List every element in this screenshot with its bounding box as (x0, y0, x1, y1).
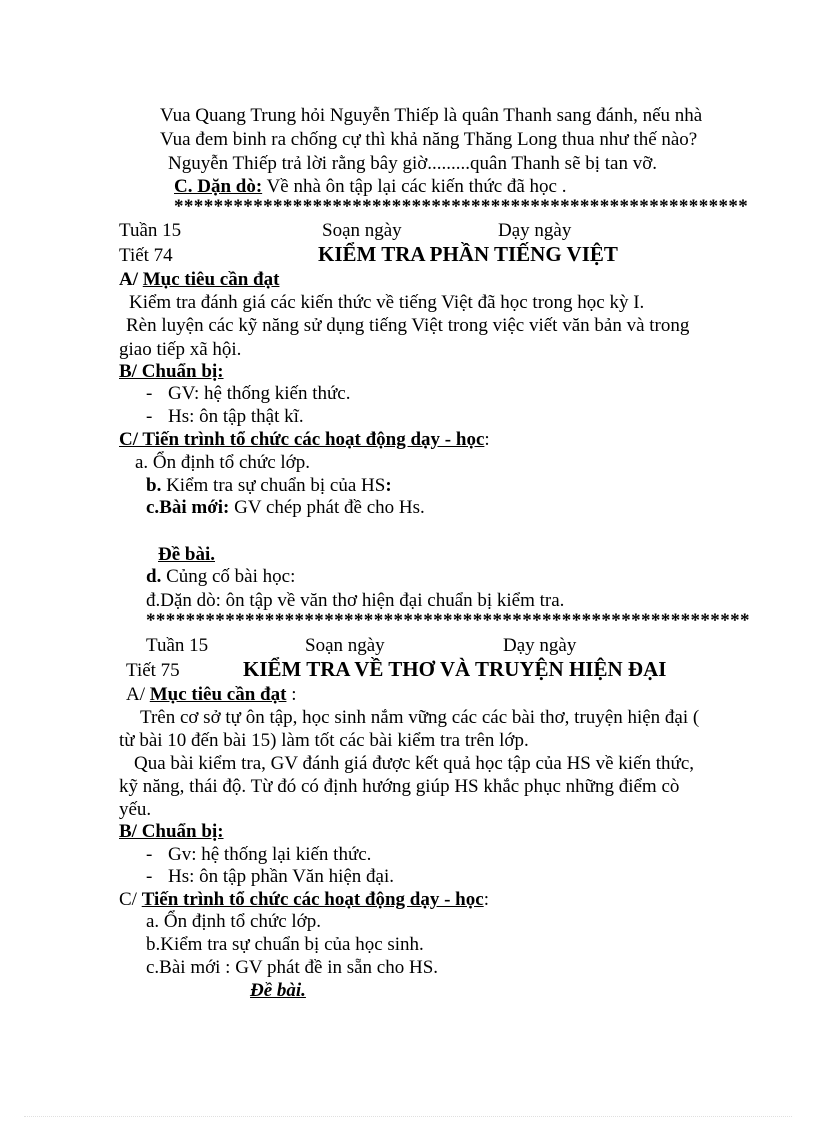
section-c-heading (119, 890, 489, 909)
step-line (146, 498, 425, 517)
step-line: c.Bài mới : GV phát đề in sẵn cho HS. (146, 957, 439, 978)
list-bullet: - (146, 866, 153, 887)
step-line (146, 567, 295, 586)
list-item: GV: hệ thống kiến thức. (168, 383, 351, 404)
page-bottom-divider (24, 1116, 792, 1117)
text-line: giao tiếp xã hội. (119, 339, 242, 360)
section-b-heading: B/ Chuẩn bị: (119, 821, 224, 842)
section-prefix: C/ (119, 889, 142, 910)
text-line: Nguyễn Thiếp trả lời rằng bây giờ.........quân Thanh sẽ bị tan vỡ. (168, 153, 658, 174)
step-text: Kiểm tra sự chuẩn bị của HS (166, 475, 386, 496)
section-label: Mục tiêu cần đạt (149, 684, 287, 705)
step-label: d. (146, 566, 162, 587)
separator-stars: ************************************************************* (146, 610, 750, 631)
prep-date-label: Soạn ngày (322, 220, 402, 241)
section-prefix: A/ (119, 269, 143, 290)
list-bullet: - (146, 383, 153, 404)
teach-date-label: Dạy ngày (498, 220, 572, 241)
teach-date-label: Dạy ngày (503, 635, 577, 656)
exam-heading: Đề bài. (158, 544, 215, 565)
section-colon: : (286, 684, 297, 705)
separator-stars: ********************************************************** (174, 196, 749, 217)
step-line: a. Ổn định tổ chức lớp. (146, 911, 321, 932)
text-line: Trên cơ sở tự ôn tập, học sinh nắm vững các các bài thơ, truyện hiện đại ( (140, 707, 700, 728)
section-label: C/ Tiến trình tổ chức các hoạt động dạy - học (119, 429, 485, 450)
step-label: c. (146, 497, 160, 518)
list-bullet: - (146, 844, 153, 865)
homework-label: C. Dặn dò: (174, 176, 263, 197)
list-item: Hs: ôn tập thật kĩ. (168, 406, 304, 427)
text-line: kỹ năng, thái độ. Từ đó có định hướng giúp HS khắc phục những điểm cò (119, 776, 680, 797)
prep-date-label: Soạn ngày (305, 635, 385, 656)
text-line: Rèn luyện các kỹ năng sử dụng tiếng Việt trong việc viết văn bản và trong (126, 315, 690, 336)
lesson-title: KIỂM TRA PHẦN TIẾNG VIỆT (318, 242, 618, 266)
period-label: Tiết 75 (126, 660, 180, 681)
section-label: Tiến trình tổ chức các hoạt động dạy - học (141, 889, 484, 910)
step-line: đ.Dặn dò: ôn tập về văn thơ hiện đại chuẩn bị kiểm tra. (146, 590, 565, 611)
text-line: yếu. (119, 799, 152, 820)
section-c-heading (119, 430, 490, 449)
text-line: Qua bài kiểm tra, GV đánh giá được kết quả học tập của HS về kiến thức, (134, 753, 695, 774)
step-line: a. Ổn định tổ chức lớp. (135, 452, 310, 473)
step-text: Củng cố bài học: (166, 566, 296, 587)
list-item: Gv: hệ thống lại kiến thức. (168, 844, 372, 865)
list-bullet: - (146, 406, 153, 427)
week-label: Tuần 15 (146, 635, 209, 656)
section-prefix: A/ (126, 684, 150, 705)
step-rest: GV chép phát đề cho Hs. (229, 497, 425, 518)
list-item: Hs: ôn tập phần Văn hiện đại. (168, 866, 395, 887)
section-colon: : (483, 889, 489, 910)
period-label: Tiết 74 (119, 245, 173, 266)
text-line: từ bài 10 đến bài 15) làm tốt các bài kiểm tra trên lớp. (119, 730, 529, 751)
section-a-heading (126, 685, 296, 704)
section-colon: : (484, 429, 490, 450)
step-label: b. (146, 475, 162, 496)
step-line (146, 476, 392, 495)
exam-heading-text: Đề bài. (250, 980, 306, 1001)
step-line: b.Kiểm tra sự chuẩn bị của học sinh. (146, 934, 424, 955)
week-label: Tuần 15 (119, 220, 182, 241)
text-line: Vua Quang Trung hỏi Nguyễn Thiếp là quân Thanh sang đánh, nếu nhà (160, 105, 703, 126)
homework-line (174, 177, 567, 196)
homework-text: Về nhà ôn tập lại các kiến thức đã học . (262, 176, 567, 197)
lesson-title: KIỂM TRA VỀ THƠ VÀ TRUYỆN HIỆN ĐẠI (243, 657, 667, 681)
text-line: Kiểm tra đánh giá các kiến thức về tiếng Việt đã học trong học kỳ I. (129, 292, 645, 313)
exam-heading (250, 981, 306, 1000)
step-colon: : (385, 475, 392, 496)
section-b-heading: B/ Chuẩn bị: (119, 361, 224, 382)
step-text: Bài mới: (159, 497, 230, 518)
section-a-heading (119, 270, 279, 289)
section-label: Mục tiêu cần đạt (142, 269, 280, 290)
text-line: Vua đem binh ra chống cự thì khả năng Thăng Long thua như thế nào? (160, 129, 698, 150)
